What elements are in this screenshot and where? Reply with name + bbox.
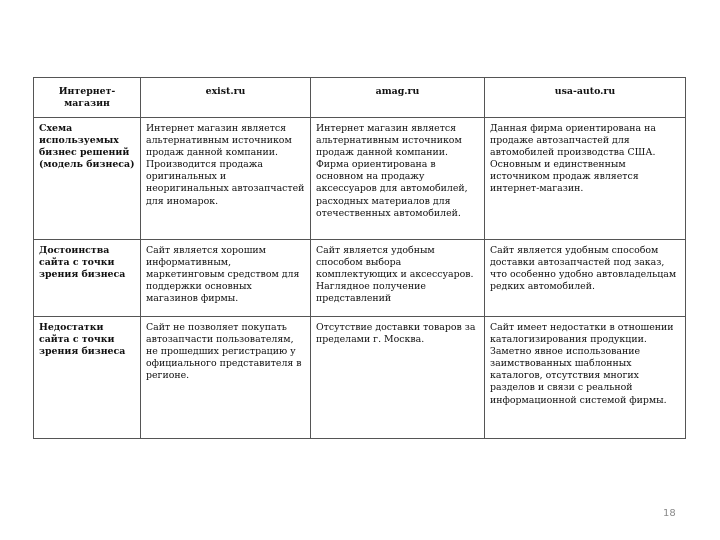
header-cell-exist: exist.ru (141, 78, 311, 118)
header-cell-shop: Интернет-магазин (34, 78, 141, 118)
table-cell: Интернет магазин является альтернативным источником продаж данной компании. Производится продажа оригинальных и неоригинальных автозапчастей для иномарок. (141, 118, 311, 240)
row-label-advantages: Достоинства сайта с точки зрения бизнеса (34, 240, 141, 317)
table-row (34, 118, 686, 240)
page-number: 18 (663, 508, 676, 519)
row-label-disadvantages: Недостатки сайта с точки зрения бизнеса (34, 317, 141, 439)
table-cell: Сайт не позволяет покупать автозапчасти пользователям, не прошедших регистрацию у официального представителя в регионе. (141, 317, 311, 439)
table-row (34, 240, 686, 317)
header-cell-usa-auto: usa-auto.ru (485, 78, 686, 118)
table-cell: Данная фирма ориентирована на продаже автозапчастей для автомобилей производства США. Основным и единственным источником продаж является интернет-магазин. (485, 118, 686, 240)
table-row (34, 317, 686, 439)
comparison-table (33, 77, 686, 439)
table-cell: Сайт имеет недостатки в отношении каталогизирования продукции. Заметно явное использование заимствованных шаблонных каталогов, отсутствия многих разделов и связи с реальной информационной системой фирмы. (485, 317, 686, 439)
header-cell-amag: amag.ru (311, 78, 485, 118)
table-cell: Сайт является удобным способом доставки автозапчастей под заказ, что особенно удобно автовладельцам редких автомобилей. (485, 240, 686, 317)
table-header-row (34, 78, 686, 118)
table-cell: Сайт является удобным способом выбора комплектующих и аксессуаров. Наглядное получение представлений (311, 240, 485, 317)
table-cell: Сайт является хорошим информативным, маркетинговым средством для поддержки основных магазинов фирмы. (141, 240, 311, 317)
table-cell: Отсутствие доставки товаров за пределами г. Москва. (311, 317, 485, 439)
table-cell: Интернет магазин является альтернативным источником продаж данной компании. Фирма ориентирована в основном на продажу аксессуаров для автомобилей, расходных материалов для отечественных автомобилей. (311, 118, 485, 240)
row-label-business-model: Схема используемых бизнес решений (модель бизнеса) (34, 118, 141, 240)
